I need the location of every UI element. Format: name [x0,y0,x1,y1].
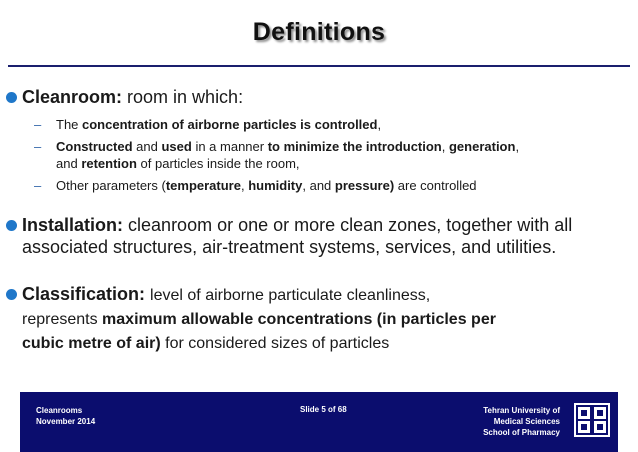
bullet-classification: Classification: level of airborne particulate cleanliness, represents maximum allowable concentrations (in particles per cubic metre of air) for considered sizes of particles [22,283,622,355]
term-installation: Installation: [22,215,124,235]
sub-item-1: – The concentration of airborne particles is controlled, [34,117,382,132]
slide-number: Slide 5 of 68 [300,405,347,414]
bullet-cleanroom [22,86,243,108]
slide-title: Definitions [252,18,386,46]
bullet-dot-icon [6,92,17,103]
cleanroom-desc: room in which: [127,87,244,107]
bullet-installation: Installation: cleanroom or one or more clean zones, together with all associated structures, air-treatment systems, services, and utilities. [22,214,622,258]
university-logo-icon [574,403,610,437]
title-divider [8,65,630,67]
slide-footer [20,392,618,452]
footer-institution: Tehran University of Medical Sciences School of Pharmacy [483,406,560,437]
footer-left: Cleanrooms November 2014 [36,406,96,426]
sub-item-2: – Constructed and used in a manner to minimize the introduction, generation, and retention of particles inside the room, [34,139,520,171]
sub-item-3: – Other parameters (temperature, humidity, and pressure) are controlled [34,178,477,193]
bullet-dot-icon [6,289,17,300]
term-classification: Classification: [22,284,146,304]
term-cleanroom: Cleanroom: [22,87,123,107]
bullet-dot-icon [6,220,17,231]
